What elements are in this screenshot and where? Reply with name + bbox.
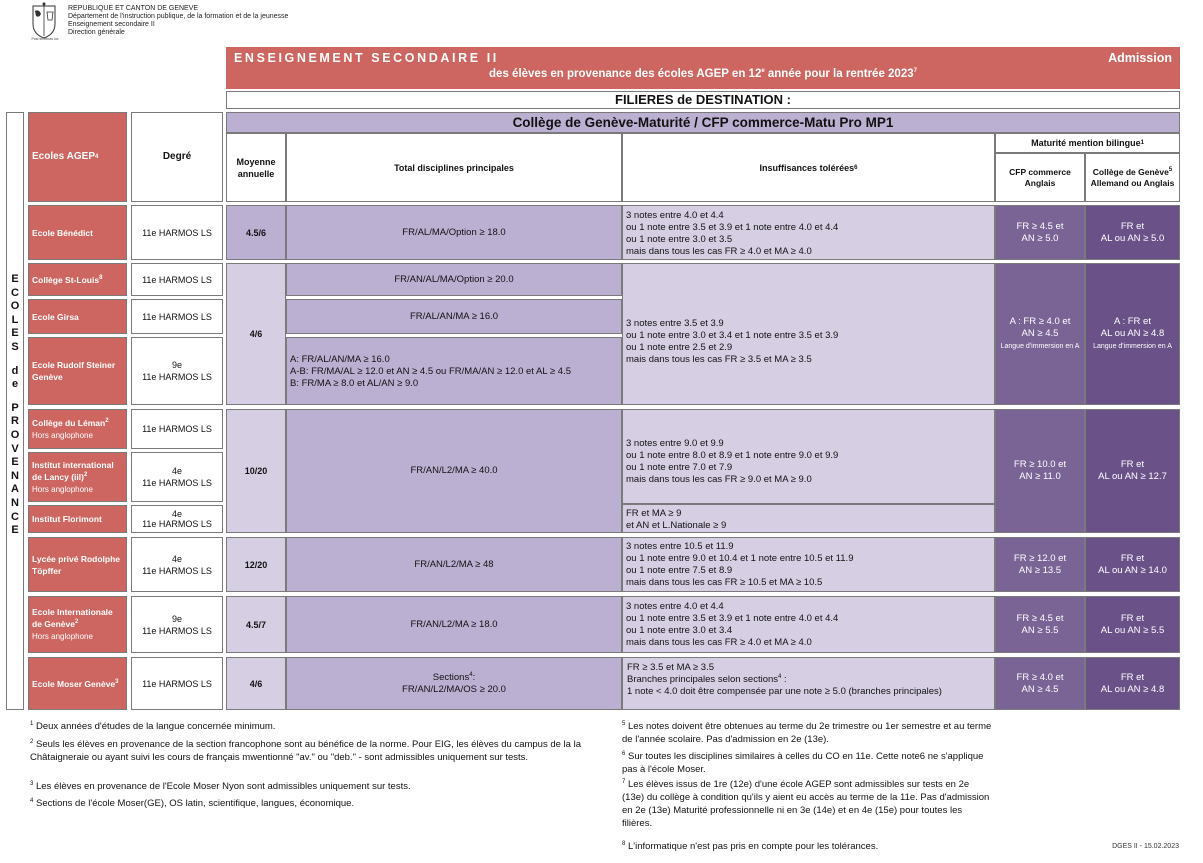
college-header: Collège de Genève-Maturité / CFP commerce-Matu Pro MP1 xyxy=(226,112,1180,133)
degree-lancy: 4e 11e HARMOS LS xyxy=(131,452,223,502)
document-stamp: DGES II - 15.02.2023 xyxy=(1112,843,1179,850)
moyenne-moser: 4/6 xyxy=(226,657,286,710)
cfp-moser: FR ≥ 4.0 et AN ≥ 4.5 xyxy=(995,657,1085,710)
school-moser: Ecole Moser Genève$^3$ xyxy=(28,657,127,710)
degree-florimont: 4e 11e HARMOS LS xyxy=(131,505,223,533)
banner-subtitle xyxy=(226,68,1180,80)
filieres-heading: FILIERES de DESTINATION : xyxy=(226,91,1180,109)
cfp-ecolint: FR ≥ 4.5 et AN ≥ 5.5 xyxy=(995,596,1085,653)
insuff-ecolint: 3 notes entre 4.0 et 4.4 ou 1 note entre 3.5 et 3.9 et 1 note entre 4.0 et 4.4 ou 1 note entre 3.0 et 3.4 mais dans tous les cas FR ≥ 4.0 et MA ≥ 4.0 xyxy=(622,596,995,653)
moyenne-ecolint: 4.5/7 xyxy=(226,596,286,653)
vertical-label-box xyxy=(6,112,24,710)
cfp-group3: FR ≥ 10.0 et AN ≥ 11.0 xyxy=(995,409,1085,533)
footnote-7: $^7$ Les élèves issus de 1re (12e) d'une école AGEP sont admissibles sur tests en 2e (13e) du collège à condition qu'ils y aient eu accès au terme de la 11e. Pas d'admission en 2e (13e) Maturité professionnelle ni en 3e (14e) et en 4e (15e) pour toutes les filières. xyxy=(622,778,990,829)
degree-ecolint: 9e 11e HARMOS LS xyxy=(131,596,223,653)
letterhead-line3: Enseignement secondaire II xyxy=(68,21,155,28)
banner-subtitle-sup: e xyxy=(761,68,765,75)
canton-logo xyxy=(30,2,58,40)
degree-moser: 11e HARMOS LS xyxy=(131,657,223,710)
degree-steiner: 9e 11e HARMOS LS xyxy=(131,337,223,405)
total-benedict: FR/AL/MA/Option ≥ 18.0 xyxy=(286,205,622,260)
degree-leman: 11e HARMOS LS xyxy=(131,409,223,449)
canton-motto: Post tenebras lux xyxy=(31,37,59,41)
footnote-5: $^5$ Les notes doivent être obtenues au terme du 2e trimestre ou 1er semestre et au terme de l'année scolaire. Pas d'admission en 2e (13e). xyxy=(622,720,992,745)
header-maturite: Maturité mention bilingue 1 xyxy=(995,133,1180,153)
total-topffer: FR/AN/L2/MA ≥ 48 xyxy=(286,537,622,592)
insuff-benedict: 3 notes entre 4.0 et 4.4 ou 1 note entre 3.5 et 3.9 et 1 note entre 4.0 et 4.4 ou 1 note entre 3.0 et 3.5 mais dans tous les cas FR ≥ 4.0 et MA ≥ 4.0 xyxy=(622,205,995,260)
footnote-2: $^2$ Seuls les élèves en provenance de la section francophone sont au bénéfice de la norme. Pour EIG, les élèves du campus de la la Châtaigneraie ou ayant suivi les cours de français mwentionné "av." ou "deb." - sont admissibles uniquement sur tests. xyxy=(30,738,581,763)
header-moyenne: Moyenne annuelle xyxy=(226,133,286,202)
total-ecolint: FR/AN/L2/MA ≥ 18.0 xyxy=(286,596,622,653)
total-steiner: A: FR/AL/AN/MA ≥ 16.0 A-B: FR/MA/AL ≥ 12.0 et AN ≥ 4.5 ou FR/MA/AN ≥ 12.0 et AL ≥ 4.5 B: FR/MA ≥ 8.0 et AL/AN ≥ 9.0 xyxy=(286,337,622,405)
school-stlouis: Collège St-Louis$^8$ xyxy=(28,263,127,296)
banner-subtitle-post: année pour la rentrée 2023 xyxy=(764,68,914,80)
degree-topffer: 4e 11e HARMOS LS xyxy=(131,537,223,592)
total-stlouis: FR/AN/AL/MA/Option ≥ 20.0 xyxy=(286,263,622,296)
insuff-florimont: FR et MA ≥ 9 et AN et L.Nationale ≥ 9 xyxy=(622,504,995,533)
insuff-group2: 3 notes entre 3.5 et 3.9 ou 1 note entre 3.0 et 3.4 et 1 note entre 3.5 et 3.9 ou 1 note entre 2.5 et 2.9 mais dans tous les cas FR ≥ 3.5 et MA ≥ 3.5 xyxy=(622,263,995,405)
school-benedict: Ecole Bénédict xyxy=(28,205,127,260)
insuff-group3: 3 notes entre 9.0 et 9.9 ou 1 note entre 8.0 et 8.9 et 1 note entre 9.0 et 9.9 ou 1 note entre 7.0 et 7.9 mais dans tous les cas FR ≥ 9.0 et MA ≥ 9.0 xyxy=(622,409,995,504)
header-ecoles: Ecoles AGEP 4 xyxy=(28,112,127,202)
college-ecolint: FR et AL ou AN ≥ 5.5 xyxy=(1085,596,1180,653)
moyenne-group2: 4/6 xyxy=(226,263,286,405)
banner-title: ENSEIGNEMENT SECONDAIRE II xyxy=(234,51,499,65)
total-moser: Sections$^4$: FR/AN/L2/MA/OS ≥ 20.0 xyxy=(286,657,622,710)
letterhead-line1: REPUBLIQUE ET CANTON DE GENEVE xyxy=(68,5,199,12)
banner-admission: Admission xyxy=(1108,51,1172,65)
footnote-6: $^6$ Sur toutes les disciplines similaires à celles du CO en 11e. Cette note6 ne s'applique pas à l'école Moser. xyxy=(622,750,984,775)
school-ecolint: Ecole Internationale de Genève$^2$ Hors anglophone xyxy=(28,596,127,653)
banner-subtitle-pre: des élèves en provenance des écoles AGEP en 12 xyxy=(489,68,762,80)
degree-girsa: 11e HARMOS LS xyxy=(131,299,223,334)
college-group2: A : FR et AL ou AN ≥ 4.8 Langue d'immersion en A xyxy=(1085,263,1180,405)
header-total: Total disciplines principales xyxy=(286,133,622,202)
school-lancy: Institut international de Lancy (iil)$^2$ Hors anglophone xyxy=(28,452,127,502)
cfp-group2: A : FR ≥ 4.0 et AN ≥ 4.5 Langue d'immersion en A xyxy=(995,263,1085,405)
banner-subtitle-note: 7 xyxy=(913,68,917,75)
college-topffer: FR et AL ou AN ≥ 14.0 xyxy=(1085,537,1180,592)
college-group3: FR et AL ou AN ≥ 12.7 xyxy=(1085,409,1180,533)
footnote-4: $^4$ Sections de l'école Moser(GE), OS latin, scientifique, langues, économique. xyxy=(30,797,355,809)
degree-benedict: 11e HARMOS LS xyxy=(131,205,223,260)
total-girsa: FR/AL/AN/MA ≥ 16.0 xyxy=(286,299,622,334)
footnote-8: $^8$ L'informatique n'est pas pris en compte pour les tolérances. xyxy=(622,840,879,852)
footnote-3: $^3$ Les élèves en provenance de l'Ecole Moser Nyon sont admissibles uniquement sur tests. xyxy=(30,780,411,792)
header-degre: Degré xyxy=(131,112,223,202)
header-college: Collège de Genève$^5$ Allemand ou Anglais xyxy=(1085,153,1180,202)
insuff-topffer: 3 notes entre 10.5 et 11.9 ou 1 note entre 9.0 et 10.4 et 1 note entre 10.5 et 11.9 ou 1 note entre 7.5 et 8.9 mais dans tous les cas FR ≥ 10.5 et MA ≥ 10.5 xyxy=(622,537,995,592)
vertical-label: E C O L E S d e P R O V E N A N C E xyxy=(10,273,20,537)
header-cfp: CFP commerce Anglais xyxy=(995,153,1085,202)
college-moser: FR et AL ou AN ≥ 4.8 xyxy=(1085,657,1180,710)
letterhead-text xyxy=(68,5,288,37)
moyenne-group3: 10/20 xyxy=(226,409,286,533)
letterhead-line4: Direction générale xyxy=(68,29,125,36)
school-topffer: Lycée privé Rodolphe Töpffer xyxy=(28,537,127,592)
school-leman: Collège du Léman$^2$ Hors anglophone xyxy=(28,409,127,449)
degree-stlouis: 11e HARMOS LS xyxy=(131,263,223,296)
insuff-moser: FR ≥ 3.5 et MA ≥ 3.5 Branches principales selon sections$^4$ : 1 note < 4.0 doit être compensée par une note ≥ 5.0 (branches principales) xyxy=(622,657,995,710)
geneva-coat-of-arms-icon xyxy=(30,2,58,40)
footnote-1: $^1$ Deux années d'études de la langue concernée minimum. xyxy=(30,720,276,732)
total-group3: FR/AN/L2/MA ≥ 40.0 xyxy=(286,409,622,533)
school-steiner: Ecole Rudolf Steiner Genève xyxy=(28,337,127,405)
college-benedict: FR et AL ou AN ≥ 5.0 xyxy=(1085,205,1180,260)
school-florimont: Institut Florimont xyxy=(28,505,127,533)
school-girsa: Ecole Girsa xyxy=(28,299,127,334)
letterhead-line2: Département de l'instruction publique, de la formation et de la jeunesse xyxy=(68,13,289,20)
cfp-topffer: FR ≥ 12.0 et AN ≥ 13.5 xyxy=(995,537,1085,592)
cfp-benedict: FR ≥ 4.5 et AN ≥ 5.0 xyxy=(995,205,1085,260)
moyenne-topffer: 12/20 xyxy=(226,537,286,592)
banner xyxy=(226,47,1180,89)
moyenne-benedict: 4.5/6 xyxy=(226,205,286,260)
header-insuffisances: Insuffisances tolérées 6 xyxy=(622,133,995,202)
